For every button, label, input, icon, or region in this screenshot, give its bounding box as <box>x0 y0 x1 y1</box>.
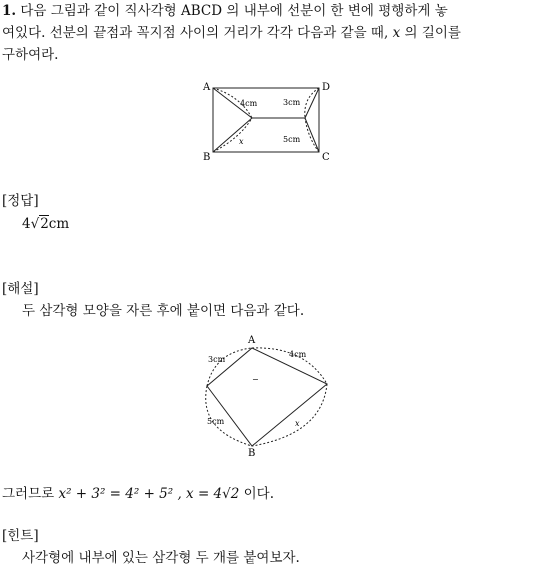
fig1-label-3cm: 3cm <box>283 98 301 107</box>
rectangle-figure <box>0 76 534 176</box>
problem-text-2a: 여있다. 선분의 끝점과 꼭지점 사이의 거리가 각각 다음과 같을 때, <box>2 25 389 41</box>
conclusion-line <box>2 483 274 505</box>
problem-text-1: 다음 그림과 같이 직사각형 ABCD 의 내부에 선분이 한 변에 평행하게 놓 <box>20 3 448 19</box>
conclusion-suffix: 이다. <box>243 486 275 502</box>
problem-text-2b: 의 길이를 <box>404 25 461 41</box>
problem-line-3: 구하여라. <box>2 47 59 63</box>
conclusion-prefix: 그러므로 <box>2 486 55 502</box>
sqrt-icon: √ <box>30 216 40 232</box>
fig2-label-5cm: 5cm <box>207 417 225 426</box>
solution-text: 두 삼각형 모양을 자른 후에 붙이면 다음과 같다. <box>22 303 305 319</box>
hint-heading: [힌트] <box>2 528 39 544</box>
fig1-label-5cm: 5cm <box>283 135 301 144</box>
fig2-label-4cm: 4cm <box>289 350 307 359</box>
fig1-label-x: x <box>239 137 244 146</box>
answer-coef: 4 <box>22 216 31 232</box>
fig1-label-4cm: 4cm <box>240 99 258 108</box>
problem-number: 1. <box>2 3 17 19</box>
answer-value <box>22 213 69 235</box>
fig1-vertex-a: A <box>203 82 211 93</box>
problem-line-2 <box>2 22 461 44</box>
problem-variable: x <box>392 25 401 41</box>
quadrilateral-figure <box>0 332 534 462</box>
solution-heading: [해설] <box>2 281 39 297</box>
fig1-vertex-b: B <box>203 152 211 163</box>
problem-line-1 <box>2 0 448 22</box>
fig1-vertex-d: D <box>322 82 331 93</box>
answer-radicand: 2 <box>40 216 49 232</box>
hint-text: 사각형에 내부에 있는 삼각형 두 개를 붙여보자. <box>22 550 300 566</box>
fig1-vertex-c: C <box>322 152 330 163</box>
fig2-label-x: x <box>295 419 300 428</box>
conclusion-equation: x² + 3² = 4² + 5² , x = 4√2 <box>58 486 240 502</box>
fig2-label-3cm: 3cm <box>208 355 226 364</box>
answer-heading: [정답] <box>2 193 39 209</box>
answer-unit: cm <box>48 216 70 232</box>
fig2-vertex-b: B <box>248 448 256 459</box>
fig2-label-dash: − <box>252 375 259 384</box>
fig2-vertex-a: A <box>248 335 256 346</box>
